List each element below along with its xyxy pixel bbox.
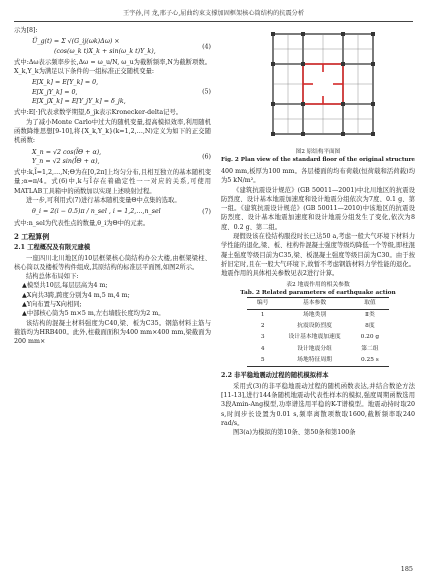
subsection-heading: 2.1 工程概况及有限元建模 — [14, 244, 91, 252]
right-column — [221, 26, 415, 437]
table-caption-cn: 表2 地震作用的相关参数 — [286, 281, 350, 288]
table-row: 2 抗震设防烈度 8度 — [260, 323, 375, 330]
equation-5: E[X_k] = E[Y_k] = 0, E[X_jY_k] = 0, E[X_jX_k] = E[Y_jY_k] = δ_jk, (5) — [32, 79, 211, 106]
table-row: 4 设计地震分组 第二组 — [260, 345, 379, 352]
plan-view-drawing — [221, 26, 415, 146]
running-title: 王宇孙,闫 龙,邢子心,屈曲约束支撑加固框架核心筒结构的抗震分析 — [122, 10, 305, 17]
para: 400 mm,板厚为100 mm。各层楼面的均布荷载(恒荷载和活荷载)均为5 kN/m²。 — [221, 168, 415, 185]
para: 该结构的混凝土材料强度为C40,梁、板为C35。钢筋材料主筋与箍筋均为HRB400。此外,柱截面面积为400 mm×400 mm,梁截面为200 mm× — [14, 319, 211, 346]
figure-plan — [221, 26, 415, 146]
para: 《建筑抗震设计规范》(GB 50011—2001)中北川地区的抗震设防烈度、设计基本地震加速度和设计地震分组依次为7度、0.1 g、第一组。《建筑抗震设计规范》(GB 50011—2010)中该地区的抗震设防烈度、设计基本地震加速度和设计地震分组发生了变化,依次为8度、0.2 g、第二组。 — [221, 186, 415, 231]
para: 示为[8]: — [14, 27, 38, 34]
header-rule — [14, 21, 413, 22]
equation-6: X_n = √2 cos(l̃Θ + α), Y_n = √2 sin(l̃Θ + α), (6) — [32, 148, 211, 165]
para: 采用式(3)的非平稳地震动过程的随机函数表达,并结合数论方法[11-13],进行144条随机地震动代表性样本的模拟,强度周期函数选用3段Amin-Ang模型,功率谱选用平稳的K-T谱模型。地震动持时取20 s,时间步长设置为0.01 s,频率离散项数取1600,截断频率取240 rad/s。 — [221, 382, 415, 427]
table-row: 3 设计基本地震加速度 0.20 g — [260, 334, 380, 341]
core-tube — [303, 64, 343, 104]
secondary-beams — [273, 34, 373, 134]
table-row: 5 场地特征周期 0.25 s — [247, 355, 389, 367]
equation-number: (4) — [202, 42, 211, 50]
parameters-table — [247, 297, 389, 368]
page-number: 185 — [400, 565, 413, 573]
table-caption — [221, 281, 415, 297]
table-row: 1 场地类别 Ⅱ类 — [260, 311, 375, 318]
para: 式中:Δω表示频率步长,Δω = ω_u/N, ω_u为截断频率,N为截断项数。X_k,Y_k为满足以下条件的一组标准正交随机变量: — [14, 58, 211, 76]
para: 为了减小Monte Carlo中过大的随机变量,提高模拟效率,利用随机函数降维思想[9-10],将{X_k,Y_k}(k=1,2,…,N)定义为如下的正交随机函数: — [14, 118, 211, 145]
para: 现假设该在役结构服役时长已达50 a,考虑一般大气环境下材料力学性能的退化,梁、板、柱构件混凝土强度等级均降低一个等级,即柱混凝土强度等级目前为C35,梁、板混凝土强度等级目前为C30。由于按折旧定时,且在一般大气环境下,故暂不考虑钢筋材料力学性能的退化。地震作用的具体相关参数见表2进行计算。 — [221, 233, 415, 278]
para: 式中:n_sel为代表性点的数量,θ_i为Θ中的元素。 — [14, 219, 150, 227]
list-item: ▲模型共10层,每层层高为4 m; — [22, 282, 108, 290]
equation-number: (7) — [202, 208, 211, 216]
table-header-row — [247, 297, 389, 309]
figure-caption-cn: 图2 原结构平面图 — [295, 149, 341, 155]
table-caption-en: Tab. 2 Related parameters of earthquake action — [240, 289, 396, 296]
section-heading: 2 工程算例 — [14, 231, 50, 241]
equation-4: Ü_g(t) = Σ √(G_ij(ωk)Δω) × (cos(ω_k t)X_k + sin(ω_k t)Y_k), (4) — [32, 38, 211, 55]
equation-number: (5) — [202, 88, 211, 96]
table-header: 编号 — [256, 299, 269, 306]
figure-caption-en: Fig. 2 Plan view of the standard floor of the original structure — [221, 157, 415, 163]
list-item: ▲X向共3跨,跨度分别为4 m,5 m,4 m; — [22, 291, 130, 299]
running-header — [0, 6, 427, 20]
equation-7: θ_i = 2(i − 0.5)π / n_sel , i = 1,2,…,n_sel (7) — [32, 208, 211, 216]
para: 进一步,可利用式(7)进行基本随机变量Θ中点集的选取。 — [26, 197, 181, 205]
left-column — [14, 26, 211, 347]
list-item: ▲Y向布置与X向相同; — [22, 301, 82, 309]
table-header: 基本参数 — [302, 299, 327, 306]
equation-number: (6) — [202, 153, 211, 161]
para: 式中:E[·]代表求数学期望,δ_jk表示Kronecker-delta记号。 — [14, 109, 183, 117]
para: 结构总体布局如下: — [26, 273, 79, 281]
subsection-heading: 2.2 非平稳地震动过程的随机模拟样本 — [221, 372, 329, 380]
figure-caption — [221, 148, 415, 164]
list-item: ▲中部核心筒为5 m×5 m,左右墙肢长度均为2 m。 — [22, 310, 165, 318]
para: 图3(a)为模拟的第10条、第50条和第100条 — [233, 429, 356, 437]
para: 一座四川北川地区的10层框架核心筒结构办公大楼,由框架梁柱、核心筒以及楼板等构件组成,其原结构的标准层平面图,如图2所示。 — [14, 254, 211, 271]
para: 式中:k,l̃=1,2,…,N;Θ为在[0,2π]上均匀分布,且相互独立的基本随机变量;α=π/4。式(6)中,k与l̃存在着确定性一一对应的关系,可使用MATLAB工具箱中的函数加以实现上述映射过程。 — [14, 169, 211, 195]
table-header: 取值 — [364, 299, 376, 306]
